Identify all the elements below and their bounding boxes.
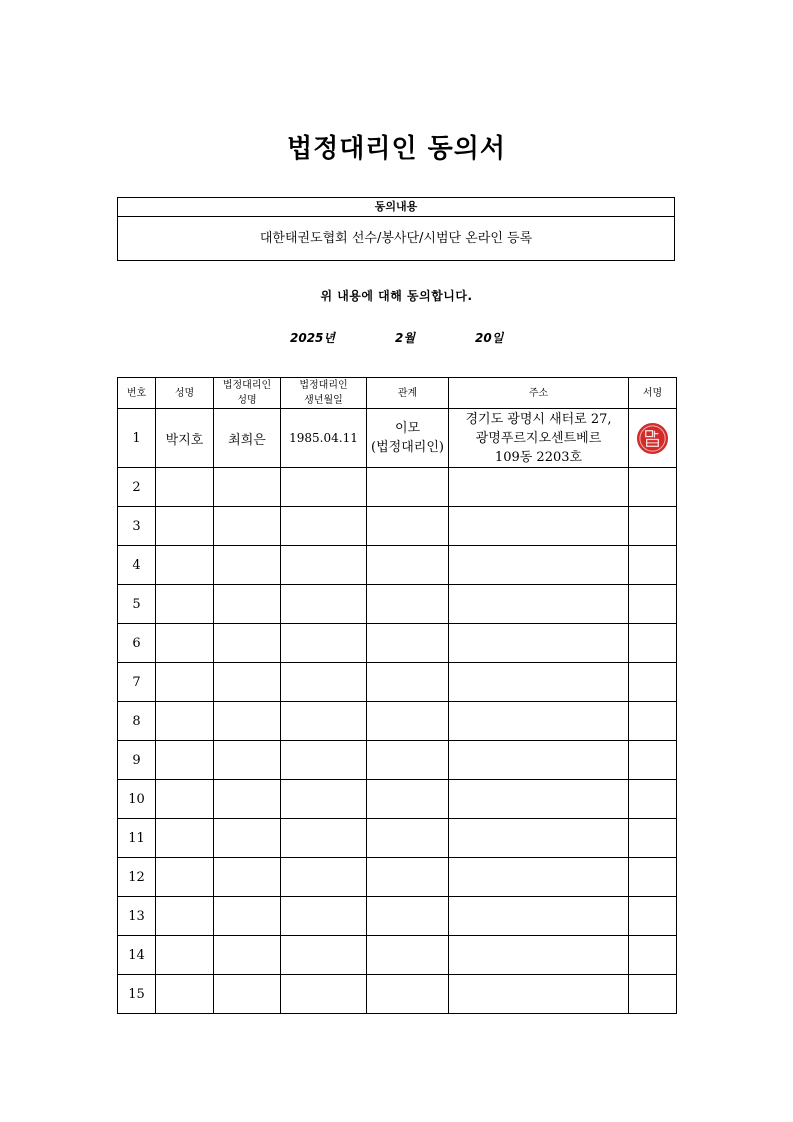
cell-signature [629, 702, 677, 741]
address-line: 109동 2203호 [494, 449, 583, 465]
cell-name: 박지호 [156, 409, 214, 468]
table-row [118, 409, 677, 468]
cell-guardian-name [214, 546, 281, 585]
cell-name [156, 663, 214, 702]
table-row [118, 624, 677, 663]
relation-line: (법정대리인) [371, 440, 444, 455]
cell-signature [629, 897, 677, 936]
cell-guardian-name [214, 468, 281, 507]
cell-number: 11 [118, 819, 156, 858]
cell-guardian-birth [281, 546, 367, 585]
cell-guardian-birth [281, 819, 367, 858]
table-row [118, 975, 677, 1014]
cell-signature [629, 858, 677, 897]
date-month: 2월 [395, 331, 415, 345]
cell-name [156, 975, 214, 1014]
cell-signature [629, 780, 677, 819]
table-row [118, 546, 677, 585]
cell-relation [367, 468, 449, 507]
cell-guardian-birth [281, 663, 367, 702]
cell-signature [629, 663, 677, 702]
header-number: 번호 [118, 378, 156, 409]
cell-address [449, 858, 629, 897]
cell-number: 1 [118, 409, 156, 468]
cell-address [449, 897, 629, 936]
cell-signature [629, 585, 677, 624]
cell-guardian-birth: 1985.04.11 [281, 409, 367, 468]
cell-address [449, 546, 629, 585]
address-line: 경기도 광명시 새터로 27, [465, 411, 612, 427]
cell-number: 14 [118, 936, 156, 975]
cell-signature [629, 975, 677, 1014]
table-row [118, 468, 677, 507]
cell-relation [367, 897, 449, 936]
cell-signature [629, 546, 677, 585]
cell-guardian-name [214, 507, 281, 546]
cell-address [449, 936, 629, 975]
table-row [118, 585, 677, 624]
consent-box [117, 197, 675, 261]
cell-name [156, 546, 214, 585]
header-address: 주소 [449, 378, 629, 409]
cell-number: 15 [118, 975, 156, 1014]
cell-relation [367, 858, 449, 897]
cell-guardian-birth [281, 936, 367, 975]
cell-guardian-name [214, 936, 281, 975]
header-signature: 서명 [629, 378, 677, 409]
cell-number: 8 [118, 702, 156, 741]
cell-guardian-name [214, 741, 281, 780]
cell-address [449, 624, 629, 663]
cell-address [449, 702, 629, 741]
cell-number: 9 [118, 741, 156, 780]
cell-name [156, 936, 214, 975]
consent-content: 대한태권도협회 선수/봉사단/시범단 온라인 등록 [259, 231, 533, 246]
cell-name [156, 507, 214, 546]
table-row [118, 741, 677, 780]
cell-address [449, 819, 629, 858]
cell-name [156, 702, 214, 741]
signer-table [117, 377, 677, 1014]
cell-guardian-name: 최희은 [214, 409, 281, 468]
cell-signature [629, 936, 677, 975]
date-year: 2025년 [290, 331, 335, 345]
cell-number: 5 [118, 585, 156, 624]
cell-relation [367, 702, 449, 741]
cell-number: 7 [118, 663, 156, 702]
cell-address [449, 975, 629, 1014]
cell-number: 12 [118, 858, 156, 897]
cell-name [156, 858, 214, 897]
table-header-row [118, 378, 677, 409]
table-row [118, 858, 677, 897]
cell-signature [629, 468, 677, 507]
cell-address [449, 741, 629, 780]
cell-number: 4 [118, 546, 156, 585]
cell-signature [629, 409, 677, 468]
cell-address [449, 780, 629, 819]
cell-guardian-name [214, 702, 281, 741]
cell-relation [367, 507, 449, 546]
relation-line: 이모 [394, 421, 421, 436]
cell-relation [367, 585, 449, 624]
cell-name [156, 741, 214, 780]
cell-relation [367, 975, 449, 1014]
agreement-statement: 위 내용에 대해 동의합니다. [320, 289, 473, 303]
table-row [118, 780, 677, 819]
cell-guardian-birth [281, 741, 367, 780]
cell-relation [367, 663, 449, 702]
cell-guardian-name [214, 585, 281, 624]
date-day: 20일 [475, 331, 504, 345]
cell-guardian-birth [281, 858, 367, 897]
header-guardian-name: 법정대리인 성명 [214, 378, 281, 409]
page-title: 법정대리인 동의서 [287, 134, 506, 164]
cell-guardian-name [214, 975, 281, 1014]
cell-address [449, 663, 629, 702]
cell-guardian-name [214, 819, 281, 858]
cell-guardian-name [214, 780, 281, 819]
table-row [118, 897, 677, 936]
cell-guardian-birth [281, 624, 367, 663]
cell-number: 6 [118, 624, 156, 663]
cell-guardian-name [214, 858, 281, 897]
cell-relation [367, 819, 449, 858]
cell-name [156, 585, 214, 624]
table-row [118, 936, 677, 975]
table-row [118, 702, 677, 741]
cell-signature [629, 507, 677, 546]
table-row [118, 663, 677, 702]
cell-signature [629, 819, 677, 858]
cell-guardian-birth [281, 975, 367, 1014]
cell-name [156, 624, 214, 663]
cell-guardian-birth [281, 585, 367, 624]
cell-address [449, 585, 629, 624]
cell-number: 10 [118, 780, 156, 819]
table-row [118, 507, 677, 546]
cell-guardian-birth [281, 507, 367, 546]
cell-address [449, 468, 629, 507]
cell-name [156, 897, 214, 936]
cell-name [156, 819, 214, 858]
cell-relation [367, 624, 449, 663]
cell-relation [367, 780, 449, 819]
cell-relation [367, 409, 449, 468]
consent-heading: 동의내용 [118, 198, 674, 217]
table-row [118, 819, 677, 858]
cell-guardian-birth [281, 702, 367, 741]
cell-guardian-name [214, 897, 281, 936]
cell-number: 3 [118, 507, 156, 546]
header-guardian-birth: 법정대리인 생년월일 [281, 378, 367, 409]
address-line: 광명푸르지오센트베르 [475, 430, 602, 446]
cell-relation [367, 546, 449, 585]
cell-name [156, 780, 214, 819]
cell-number: 2 [118, 468, 156, 507]
cell-address [449, 507, 629, 546]
cell-relation [367, 936, 449, 975]
cell-address [449, 409, 629, 468]
cell-name [156, 468, 214, 507]
cell-number: 13 [118, 897, 156, 936]
cell-signature [629, 624, 677, 663]
cell-guardian-birth [281, 780, 367, 819]
seal-stamp-icon [636, 422, 669, 455]
cell-signature [629, 741, 677, 780]
header-name: 성명 [156, 378, 214, 409]
cell-relation [367, 741, 449, 780]
cell-guardian-name [214, 624, 281, 663]
cell-guardian-birth [281, 468, 367, 507]
header-relation: 관계 [367, 378, 449, 409]
cell-guardian-birth [281, 897, 367, 936]
cell-guardian-name [214, 663, 281, 702]
